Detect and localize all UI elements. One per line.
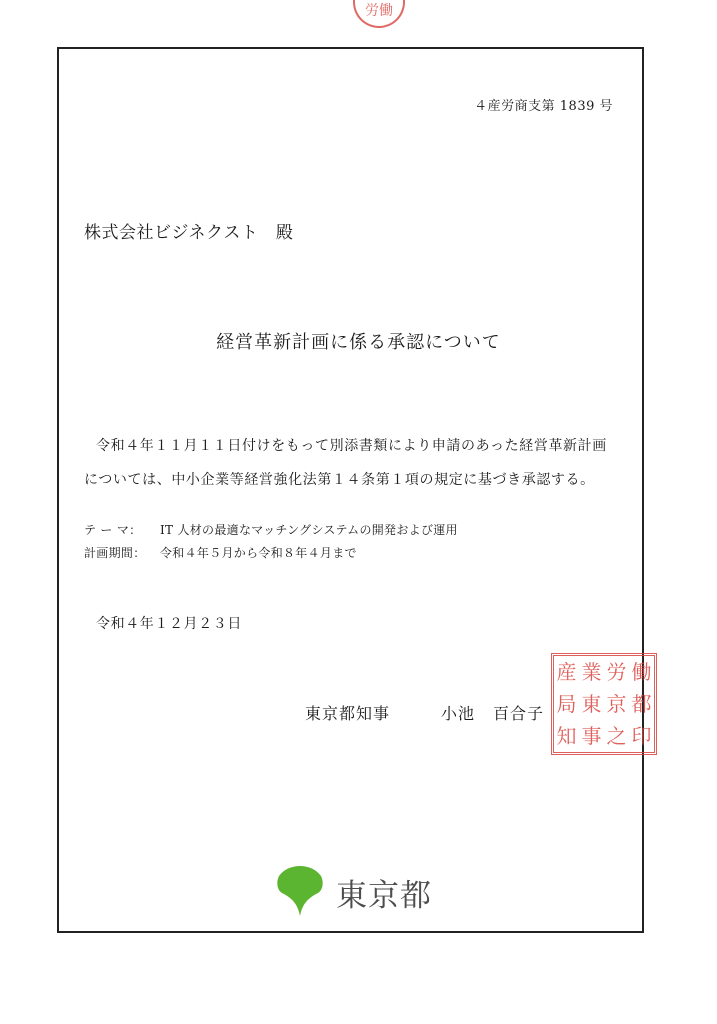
seal-char: 東 [581, 692, 602, 716]
theme-label: テ ー マ： [84, 523, 142, 537]
document-subject: 経営革新計画に係る承認について [216, 332, 501, 353]
period-row [84, 544, 357, 561]
seal-char: 之 [606, 724, 627, 748]
tokyo-metropolitan-logo [276, 866, 432, 918]
signer-family-name: 小池 [441, 704, 476, 723]
document-frame [57, 47, 644, 933]
signer-given-name: 百合子 [493, 704, 545, 723]
seal-char: 産 [556, 660, 577, 684]
seal-char: 労 [606, 660, 627, 684]
document-number: ４産労商支第 1839 号 [474, 99, 613, 114]
theme-value: IT 人材の最適なマッチングシステムの開発および運用 [160, 523, 458, 537]
logo-text: 東京都 [336, 877, 432, 914]
signer-name [441, 701, 544, 724]
seal-char: 業 [581, 660, 602, 684]
period-value: 令和４年５月から令和８年４月まで [160, 546, 357, 560]
tally-seal-text: 労働 [353, 0, 405, 28]
body-text-line-1: 令和４年１１月１１日付けをもって別添書類により申請のあった経営革新計画 [96, 438, 607, 454]
issue-date: 令和４年１２月２３日 [96, 616, 242, 632]
seal-char: 都 [631, 692, 652, 716]
seal-char: 局 [556, 692, 577, 716]
tally-seal [349, 0, 409, 30]
seal-char: 事 [581, 724, 602, 748]
ginkgo-leaf-icon [276, 866, 324, 918]
seal-char: 京 [606, 692, 627, 716]
seal-char: 知 [556, 724, 577, 748]
addressee: 株式会社ビジネクスト 殿 [84, 223, 294, 243]
seal-char: 印 [631, 724, 652, 748]
period-label: 計画期間： [84, 546, 146, 560]
body-text-line-2: については、中小企業等経営強化法第１４条第１項の規定に基づき承認する。 [84, 472, 595, 488]
theme-row [84, 521, 458, 538]
official-seal [551, 653, 657, 755]
seal-char: 働 [631, 660, 652, 684]
signer-title: 東京都知事 [305, 704, 391, 723]
